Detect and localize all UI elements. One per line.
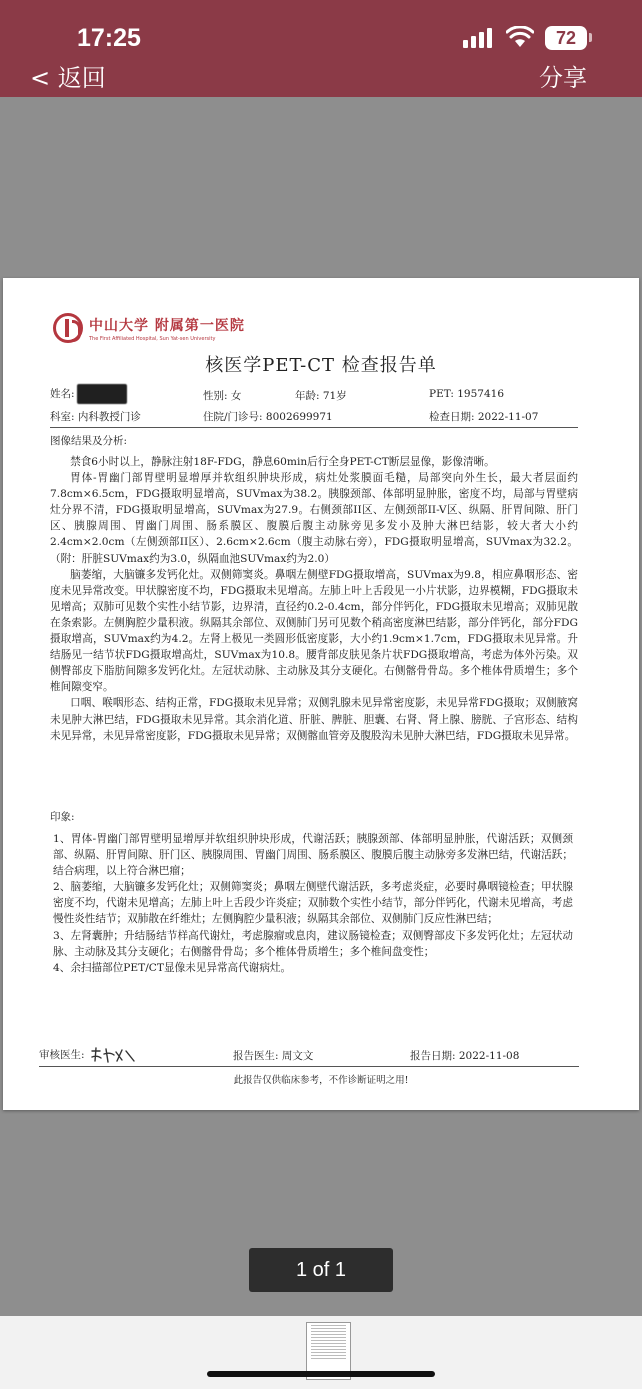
share-button[interactable]: 分享	[539, 64, 587, 92]
header-divider	[50, 427, 578, 428]
exam-date: 检查日期: 2022-11-07	[429, 411, 539, 423]
admission-number: 住院/门诊号: 8002699971	[203, 411, 333, 423]
logo-icon	[53, 313, 83, 343]
battery-tip	[589, 33, 592, 42]
top-bar	[0, 0, 642, 97]
page-indicator: 1 of 1	[249, 1248, 393, 1292]
findings-paragraph: 脑萎缩，大脑镰多发钙化灶。双侧筛窦炎。鼻咽左侧壁FDG摄取增高，SUVmax为9.8，相应鼻咽形态、密度未见异常改变。甲状腺密度不均，FDG摄取未见增高。左肺上叶上舌段见一小片状影，边界模糊，FDG摄取未见增高；双肺可见数个实性小结节影，边界清，直径约0.2-0.4cm，部分伴钙化，FDG摄取未见增高；双肺见散在条索影。左侧胸腔少量积液。纵隔其余部位、双侧肺门另可见数个稍高密度淋巴结影，部分伴钙化，部分FDG摄取增高，SUVmax约为4.2。左肾上极见一类圆形低密度影，大小约1.9cm×1.7cm，FDG摄取未见异常。升结肠见一结节状FDG摄取增高灶，SUVmax为10.8。腰背部皮肤见条片状FDG摄取增高，考虑为体外污染。双侧臀部皮下脂肪间隙多发钙化灶。左冠状动脉、主动脉及其分支硬化。右侧髂骨骨岛。多个椎体骨质增生；多个椎间隙变窄。	[50, 568, 578, 694]
impression-heading: 印象:	[50, 811, 75, 823]
report-title: 核医学PET-CT 检查报告单	[205, 355, 437, 376]
reporter: 报告医生: 周文文	[233, 1050, 314, 1062]
findings-body	[50, 454, 578, 744]
impression-item: 2、脑萎缩，大脑镰多发钙化灶；双侧筛窦炎；鼻咽左侧壁代谢活跃，多考虑炎症，必要时鼻咽镜检查；甲状腺密度不均，代谢未见增高；左肺上叶上舌段少许炎症；双肺数个实性小结节，部分伴钙化，代谢未见增高，考虑慢性炎性结节；双肺散在纤维灶；左侧胸腔少量积液；纵隔其余部位、双侧肺门反应性淋巴结；	[53, 881, 573, 926]
impression-body	[53, 831, 573, 976]
patient-gender: 性别: 女	[203, 390, 242, 402]
findings-heading: 图像结果及分析:	[50, 435, 128, 447]
battery-icon: 72	[545, 26, 587, 50]
report-date: 报告日期: 2022-11-08	[410, 1050, 520, 1062]
impression-item: 3、左肾囊肿；升结肠结节样高代谢灶，考虑腺瘤或息肉，建议肠镜检查；双侧臀部皮下多发钙化灶；左冠状动脉、主动脉及其分支硬化；右侧髂骨骨岛；多个椎体骨质增生；多个椎间盘变性；	[53, 929, 573, 958]
back-button[interactable]: < 返回	[30, 64, 106, 92]
report-page[interactable]	[3, 278, 639, 1110]
impression-item: 4、余扫描部位PET/CT显像未见异常高代谢病灶。	[53, 961, 292, 974]
wifi-icon	[506, 26, 534, 48]
department: 科室: 内科教授门诊	[50, 411, 141, 423]
hospital-logo	[53, 313, 245, 343]
home-indicator[interactable]	[207, 1371, 435, 1377]
findings-paragraph: 口咽、喉咽形态、结构正常，FDG摄取未见异常；双侧乳腺未见异常密度影，未见异常FDG摄取；双侧腋窝未见肿大淋巴结，FDG摄取未见异常。其余消化道、肝脏、脾脏、胆囊、右肾、肾上腺、膀胱、子宫形态、结构未见异常，未见异常密度影，FDG摄取未见异常；双侧髂血管旁及腹股沟未见肿大淋巴结，FDG摄取未见异常。	[50, 697, 578, 742]
name-label: 姓名:	[50, 388, 75, 400]
status-time: 17:25	[77, 24, 141, 52]
thumbnail-strip	[0, 1316, 642, 1389]
disclaimer: 此报告仅供临床参考，不作诊断证明之用!	[233, 1075, 409, 1086]
footer-divider	[39, 1066, 579, 1067]
impression-item: 1、胃体-胃幽门部胃壁明显增厚并软组织肿块形成，代谢活跃；胰腺颈部、体部明显肿胀，代谢活跃；双侧颈部、纵隔、肝胃间隙、肝门区、胰腺周围、胃幽门周围、肠系膜区、腹膜后腹主动脉旁多发淋巴结，代谢活跃；结合病理，以上符合淋巴瘤；	[53, 833, 573, 878]
redacted-name	[77, 384, 127, 404]
signal-icon	[463, 28, 492, 48]
pet-number: PET: 1957416	[429, 388, 504, 400]
patient-name	[50, 384, 127, 404]
reviewer-label: 审核医生:	[39, 1049, 85, 1061]
reviewer-signature	[88, 1046, 138, 1064]
reviewer	[39, 1046, 138, 1064]
patient-age: 年龄: 71岁	[295, 390, 347, 402]
hospital-name-cn: 中山大学 附属第一医院	[89, 317, 245, 334]
findings-paragraph: 禁食6小时以上，静脉注射18F-FDG，静息60min后行全身PET-CT断层显像，影像清晰。	[70, 456, 495, 468]
hospital-name-en: The First Affiliated Hospital, Sun Yat-sen University	[89, 335, 216, 342]
findings-paragraph: 胃体-胃幽门部胃壁明显增厚并软组织肿块形成，病灶处浆膜面毛糙，局部突向外生长，最大者层面约7.8cm×6.5cm，FDG摄取明显增高，SUVmax为38.2。胰腺颈部、体部明显肿胀，密度不均，局部与胃壁病灶分界不清，FDG摄取明显增高，SUVmax为27.9。右侧颈部II区、左侧颈部II-V区、纵隔、肝胃间隙、肝门区、胰腺周围、胃幽门周围、肠系膜区、腹膜后腹主动脉旁见多发小及肿大淋巴结影，较大者大小约2.4cm×2.0cm（左侧颈部II区）、2.6cm×2.6cm（腹主动脉右旁），FDG摄取明显增高，SUVmax为32.2。（附：肝脏SUVmax约为3.0，纵隔血池SUVmax约为2.0）	[50, 472, 578, 565]
